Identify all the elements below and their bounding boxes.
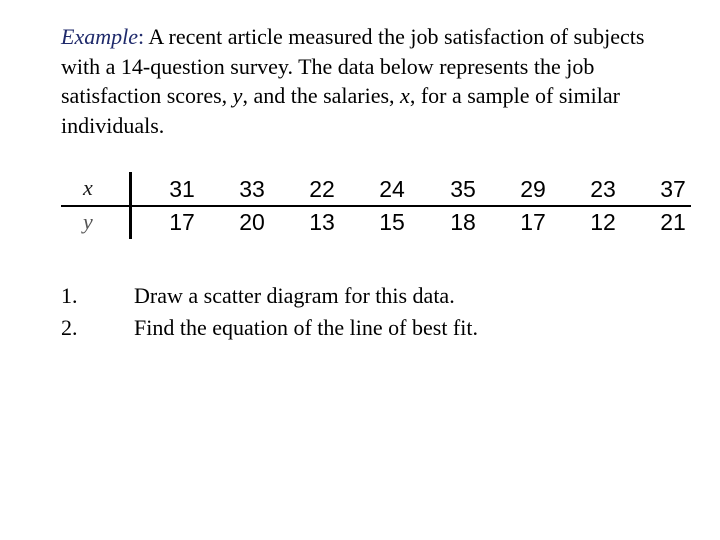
example-label: Example: [61, 24, 138, 49]
table-cell-x: 23: [590, 176, 616, 202]
task-number: 2.: [61, 315, 78, 340]
table-cell-x: 29: [520, 176, 546, 202]
task-text: Find the equation of the line of best fit.: [134, 315, 478, 340]
data-table: [61, 172, 691, 240]
table-row-y: [61, 206, 691, 240]
table-cell-x: 33: [239, 176, 265, 202]
table-row-x: [61, 172, 691, 206]
table-cell-x: 22: [309, 176, 335, 202]
table-vertical-rule: [129, 172, 132, 239]
task-text: Draw a scatter diagram for this data.: [134, 283, 455, 308]
table-cell-x: 35: [450, 176, 476, 202]
table-cell-x: 31: [169, 176, 195, 202]
table-cell-y: 15: [379, 209, 405, 235]
statement-text-3: , for a sample of similar individuals.: [61, 83, 620, 138]
row-label-x: x: [83, 175, 93, 200]
table-cell-x: 24: [379, 176, 405, 202]
statement-text-2: , and the salaries,: [242, 83, 401, 108]
variable-y: y: [232, 83, 243, 108]
task-list: [61, 283, 681, 347]
table-cell-y: 13: [309, 209, 335, 235]
example-label-colon: :: [137, 24, 145, 49]
table-cell-x: 37: [660, 176, 686, 202]
task-number: 1.: [61, 283, 78, 308]
problem-statement: [61, 22, 681, 140]
statement-text-1: A recent article measured the job satisfaction of subjects with a 14-question survey. The data below represents the job satisfaction scores,: [61, 24, 645, 108]
row-label-y: y: [83, 209, 93, 234]
variable-x: x: [400, 83, 410, 108]
list-item: [61, 283, 681, 315]
table-cell-y: 21: [660, 209, 686, 235]
list-item: [61, 315, 681, 347]
table-cell-y: 20: [239, 209, 265, 235]
table-cell-y: 17: [520, 209, 546, 235]
table-cell-y: 17: [169, 209, 195, 235]
table-cell-y: 18: [450, 209, 476, 235]
table-cell-y: 12: [590, 209, 616, 235]
